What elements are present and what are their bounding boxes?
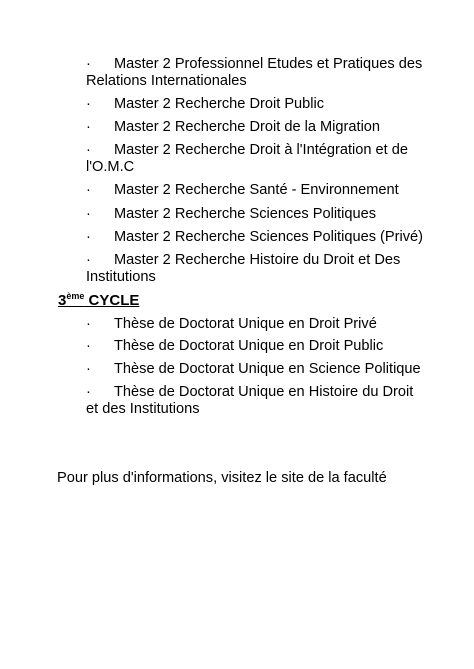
bullet: ·	[86, 142, 91, 158]
list-item-text: Thèse de Doctorat Unique en Droit Public	[114, 338, 384, 354]
footer-text: Pour plus d'informations, visitez le site de la faculté	[57, 470, 387, 486]
list-item-master-sante-environnement	[86, 182, 426, 199]
list-item-master-integration-omc	[86, 142, 426, 176]
cycle-heading-number: 3	[58, 292, 67, 309]
bullet: ·	[86, 252, 91, 268]
cycle-heading	[58, 292, 139, 310]
bullet: ·	[86, 338, 91, 354]
list-item-master-histoire-droit	[86, 252, 426, 286]
list-item-text: Thèse de Doctorat Unique en Droit Privé	[114, 316, 377, 332]
bullet: ·	[86, 206, 91, 222]
list-item-these-droit-prive	[86, 316, 426, 333]
bullet: ·	[86, 96, 91, 112]
list-item-text: Thèse de Doctorat Unique en Science Politique	[114, 361, 421, 377]
list-item-master-migration	[86, 119, 426, 136]
cycle-heading-superscript: ème	[66, 291, 85, 301]
list-item-text: Master 2 Recherche Sciences Politiques (Privé)	[114, 229, 424, 245]
bullet: ·	[86, 229, 91, 245]
list-item-these-science-politique	[86, 361, 426, 378]
list-item-text: Master 2 Recherche Droit de la Migration	[114, 119, 381, 135]
list-item-text: Thèse de Doctorat Unique en Histoire du Droit et des Institutions	[86, 384, 414, 417]
list-item-text: Master 2 Recherche Droit à l'Intégration et de l'O.M.C	[86, 142, 408, 175]
list-item-text: Master 2 Recherche Sciences Politiques	[114, 206, 377, 222]
cycle-heading-label: CYCLE	[88, 292, 140, 309]
bullet: ·	[86, 316, 91, 332]
list-item-master-sciences-politiques	[86, 206, 426, 223]
list-item-these-droit-public	[86, 338, 426, 355]
list-item-text: Master 2 Professionnel Etudes et Pratiques des Relations Internationales	[86, 56, 423, 89]
list-item-master-droit-public	[86, 96, 426, 113]
bullet: ·	[86, 56, 91, 72]
list-item-text: Master 2 Recherche Droit Public	[114, 96, 325, 112]
bullet: ·	[86, 361, 91, 377]
list-item-master-pro-relations	[86, 56, 426, 90]
list-item-master-sciences-politiques-prive	[86, 229, 426, 246]
bullet: ·	[86, 119, 91, 135]
list-item-these-histoire-droit	[86, 384, 426, 418]
bullet: ·	[86, 384, 91, 400]
list-item-text: Master 2 Recherche Santé - Environnement	[114, 182, 399, 198]
bullet: ·	[86, 182, 91, 198]
list-item-text: Master 2 Recherche Histoire du Droit et Des Institutions	[86, 252, 401, 285]
